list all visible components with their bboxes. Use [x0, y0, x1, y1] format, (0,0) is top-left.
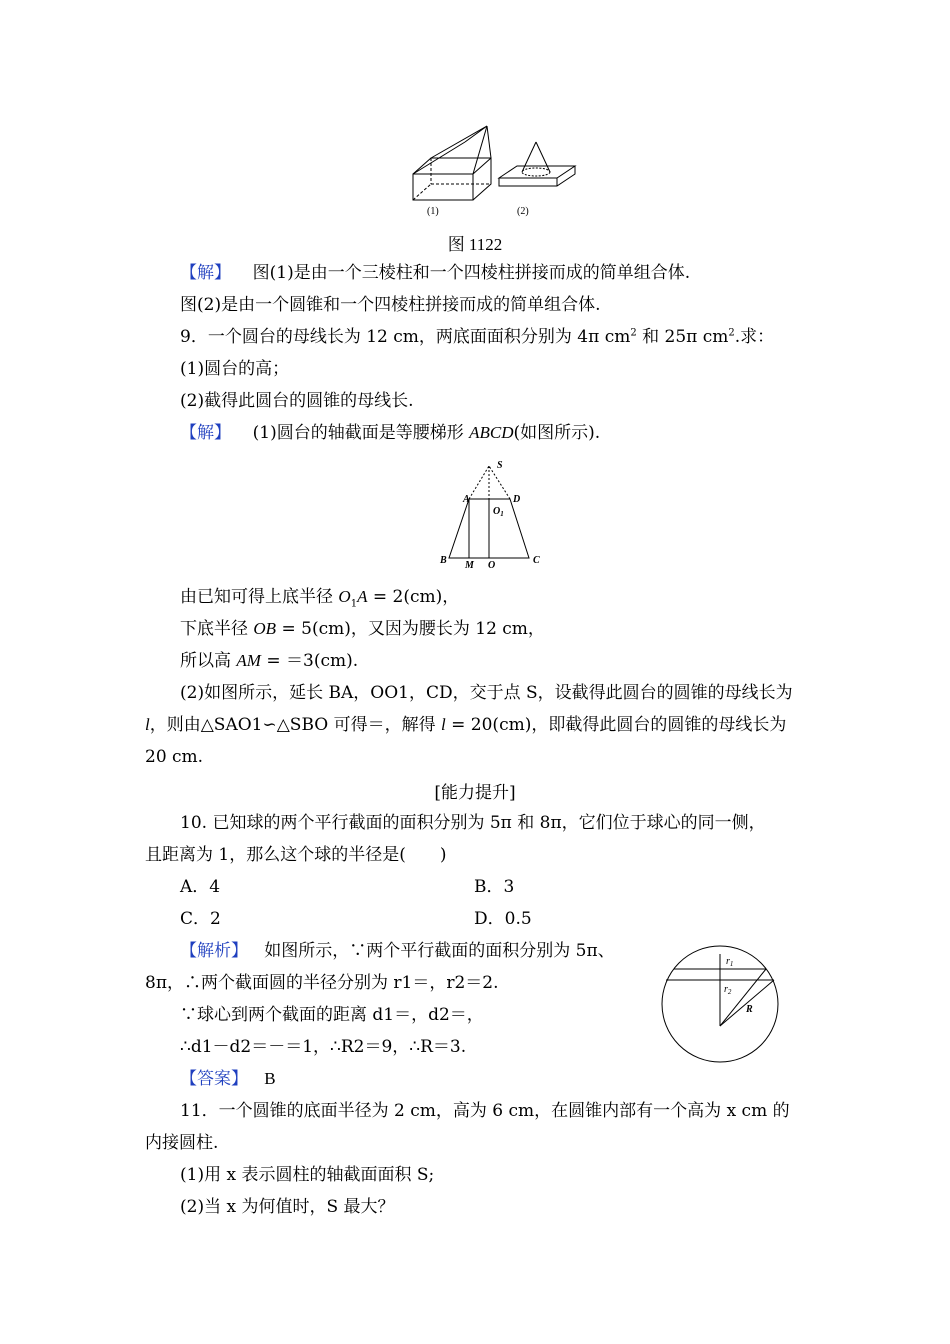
answer-line	[180, 1068, 276, 1090]
option-d: D．0.5	[474, 909, 532, 929]
solution-9-line-5: (2)如图所示，延长 BA，OO1，CD，交于点 S，设截得此圆台的圆锥的母线长为	[180, 683, 793, 703]
question-9-part-2: (2)截得此圆台的圆锥的母线长.	[180, 391, 414, 411]
section-title: [能力提升]	[434, 783, 516, 803]
figure-label-2: (2)	[517, 206, 529, 217]
question-11-stem-2: 内接圆柱.	[145, 1133, 219, 1153]
option-c: C．2	[180, 909, 221, 929]
label-r1: $r_1$	[726, 956, 734, 968]
solution-9-line-4: 所以高 AM = ＝3(cm).	[180, 651, 359, 671]
solution-9-line-3: 下底半径 OB = 5(cm)，又因为腰长为 12 cm，	[180, 619, 545, 639]
question-10-stem-1: 10. 已知球的两个平行截面的面积分别为 5π 和 8π，它们位于球心的同一侧，	[180, 813, 766, 833]
solution-tag: 【解】	[180, 423, 231, 443]
trapezoid-figure	[435, 456, 550, 571]
figure-label-1: (1)	[427, 206, 439, 217]
question-9-stem: 9．一个圆台的母线长为 12 cm，两底面面积分别为 4π $cm^2$ 和 25π $cm^2$.求：	[180, 327, 775, 347]
answer-tag: 【答案】	[180, 1069, 248, 1089]
figure-caption: 图 1122	[447, 235, 503, 254]
solution-10-line-4: ∴d1－d2＝－＝1，∴R2＝9，∴R＝3.	[180, 1037, 467, 1057]
label-C: C	[533, 555, 540, 566]
label-r2: $r_2$	[724, 984, 732, 996]
answer-value: B	[264, 1069, 276, 1088]
solution-tag: 【解】	[180, 263, 231, 283]
question-10-stem-2: 且距离为 1，那么这个球的半径是( )	[145, 845, 447, 865]
label-O1: $O_1$	[493, 506, 504, 518]
solution-10-line-1: 【解析】 如图所示，∵两个平行截面的面积分别为 5π、	[180, 941, 615, 961]
label-R: R	[746, 1004, 753, 1015]
solution-9-line-6: l，则由△SAO1∽△SBO 可得＝，解得 l = 20(cm)，即截得此圆台的圆锥的母线长为	[145, 715, 787, 735]
solution-8-line-2: 图(2)是由一个圆锥和一个四棱柱拼接而成的简单组合体.	[180, 295, 601, 315]
figure-1122	[405, 122, 585, 222]
label-B: B	[440, 555, 447, 566]
solution-9-line-2: 由已知可得上底半径 $O_1A = 2(cm)$，	[180, 587, 460, 610]
question-11-stem-1: 11．一个圆锥的底面半径为 2 cm，高为 6 cm，在圆锥内部有一个高为 x cm 的	[180, 1101, 790, 1121]
option-a: A．4	[180, 877, 221, 897]
sphere-figure	[658, 944, 783, 1066]
question-11-part-2: (2)当 x 为何值时，S 最大？	[180, 1197, 395, 1217]
label-M: M	[465, 560, 474, 571]
label-O: O	[488, 560, 496, 571]
solution-9-line-7: 20 cm.	[145, 747, 204, 767]
label-S: S	[497, 460, 503, 471]
solution-10-line-3: ∵球心到两个截面的距离 d1＝，d2＝，	[180, 1005, 484, 1025]
label-A: A	[463, 494, 470, 505]
label-D: D	[513, 494, 521, 505]
solution-9-line-1: 【解】 (1)圆台的轴截面是等腰梯形 ABCD(如图所示).	[180, 423, 601, 443]
question-9-part-1: (1)圆台的高；	[180, 359, 290, 379]
option-b: B．3	[474, 877, 515, 897]
analysis-tag: 【解析】	[180, 941, 248, 961]
solution-8-line-1: 【解】 图(1)是由一个三棱柱和一个四棱柱拼接而成的简单组合体.	[180, 263, 691, 283]
solution-10-line-2: 8π，∴两个截面圆的半径分别为 r1＝，r2＝2.	[145, 973, 499, 993]
question-11-part-1: (1)用 x 表示圆柱的轴截面面积 S;	[180, 1165, 435, 1185]
